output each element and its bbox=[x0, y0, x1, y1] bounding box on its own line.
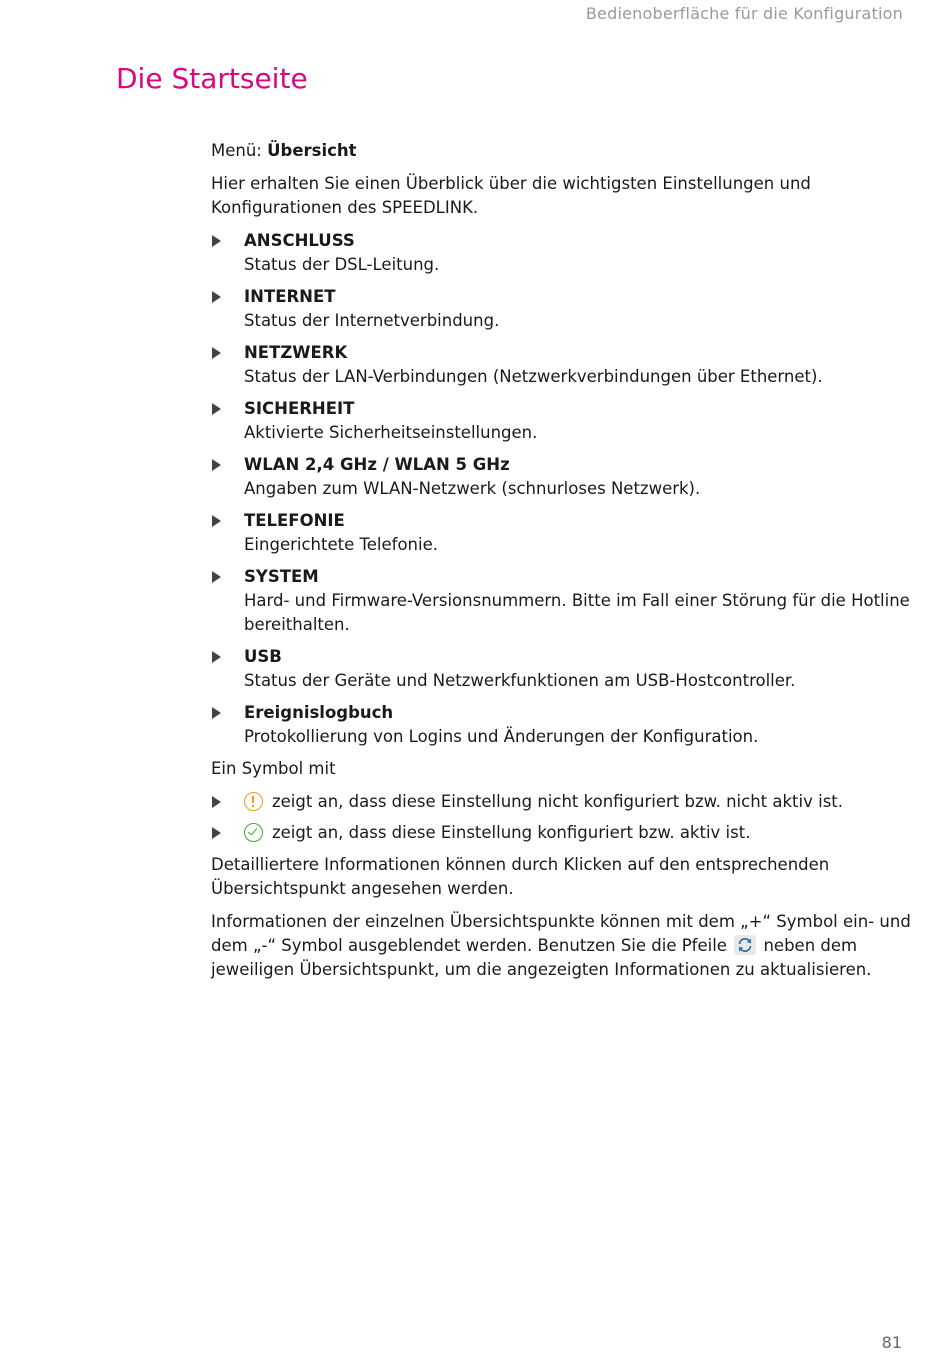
intro-text: Hier erhalten Sie einen Überblick über die wichtigsten Einstellungen und Konfigurationen des SPEEDLINK. bbox=[211, 174, 811, 217]
page-title: Die Startseite bbox=[116, 62, 308, 95]
item-title: INTERNET bbox=[244, 287, 336, 306]
list-item bbox=[211, 701, 911, 749]
menu-name: Übersicht bbox=[267, 141, 357, 160]
item-title: ANSCHLUSS bbox=[244, 231, 355, 250]
list-item bbox=[211, 821, 911, 845]
item-desc: Status der Internetverbindung. bbox=[244, 311, 500, 330]
page-number: 81 bbox=[881, 1333, 902, 1352]
details-text: Detailliertere Informationen können durch Klicken auf den entsprechenden Übersichtspunkt angesehen werden. bbox=[211, 855, 830, 898]
bullet-arrow-icon bbox=[212, 235, 221, 247]
menu-prefix: Menü: bbox=[211, 141, 262, 160]
bullet-arrow-icon bbox=[212, 651, 221, 663]
bullet-arrow-icon bbox=[212, 459, 221, 471]
item-title: TELEFONIE bbox=[244, 511, 345, 530]
item-title: NETZWERK bbox=[244, 343, 348, 362]
item-desc: Angaben zum WLAN-Netzwerk (schnurloses Netzwerk). bbox=[244, 479, 701, 498]
item-desc: Eingerichtete Telefonie. bbox=[244, 535, 438, 554]
bullet-arrow-icon bbox=[212, 796, 221, 808]
list-item bbox=[211, 453, 911, 501]
list-item bbox=[211, 790, 911, 814]
list-item bbox=[211, 397, 911, 445]
bullet-arrow-icon bbox=[212, 403, 221, 415]
running-header: Bedienoberfläche für die Konfiguration bbox=[585, 4, 903, 23]
toggle-info-after: neben dem jeweiligen Übersichtspunkt, um die angezeigten Informationen zu aktualisieren. bbox=[211, 936, 872, 979]
list-item bbox=[211, 229, 911, 277]
item-title: SICHERHEIT bbox=[244, 399, 355, 418]
bullet-arrow-icon bbox=[212, 347, 221, 359]
refresh-arrows-icon bbox=[734, 935, 756, 955]
item-desc: Hard- und Firmware-Versionsnummern. Bitte im Fall einer Störung für die Hotline bereithalten. bbox=[244, 591, 910, 634]
list-item bbox=[211, 285, 911, 333]
list-item bbox=[211, 645, 911, 693]
list-item bbox=[211, 565, 911, 637]
bullet-arrow-icon bbox=[212, 515, 221, 527]
symbol-list bbox=[211, 790, 911, 845]
bullet-arrow-icon bbox=[212, 827, 221, 839]
item-desc: Status der DSL-Leitung. bbox=[244, 255, 440, 274]
bullet-arrow-icon bbox=[212, 291, 221, 303]
list-item bbox=[211, 509, 911, 557]
item-desc: Aktivierte Sicherheitseinstellungen. bbox=[244, 423, 538, 442]
item-title: USB bbox=[244, 647, 282, 666]
symbol-intro: Ein Symbol mit bbox=[211, 759, 336, 778]
item-title: WLAN 2,4 GHz / WLAN 5 GHz bbox=[244, 455, 510, 474]
symbol-desc: zeigt an, dass diese Einstellung nicht konfiguriert bzw. nicht aktiv ist. bbox=[272, 792, 844, 811]
overview-list bbox=[211, 229, 911, 749]
warning-circle-icon bbox=[244, 792, 263, 811]
menu-path bbox=[211, 139, 911, 163]
toggle-info-text bbox=[211, 910, 911, 982]
item-desc: Status der LAN-Verbindungen (Netzwerkverbindungen über Ethernet). bbox=[244, 367, 823, 386]
item-title: SYSTEM bbox=[244, 567, 319, 586]
bullet-arrow-icon bbox=[212, 707, 221, 719]
item-desc: Protokollierung von Logins und Änderungen der Konfiguration. bbox=[244, 727, 759, 746]
item-desc: Status der Geräte und Netzwerkfunktionen am USB-Hostcontroller. bbox=[244, 671, 796, 690]
check-circle-icon bbox=[244, 823, 263, 842]
content bbox=[211, 139, 911, 991]
symbol-desc: zeigt an, dass diese Einstellung konfiguriert bzw. aktiv ist. bbox=[272, 823, 751, 842]
toggle-info-before: Informationen der einzelnen Übersichtspunkte können mit dem „+“ Symbol ein- und dem „-“ Symbol ausgeblendet werden. Benutzen Sie die Pfeile bbox=[211, 912, 911, 955]
item-title: Ereignislogbuch bbox=[244, 703, 394, 722]
bullet-arrow-icon bbox=[212, 571, 221, 583]
list-item bbox=[211, 341, 911, 389]
